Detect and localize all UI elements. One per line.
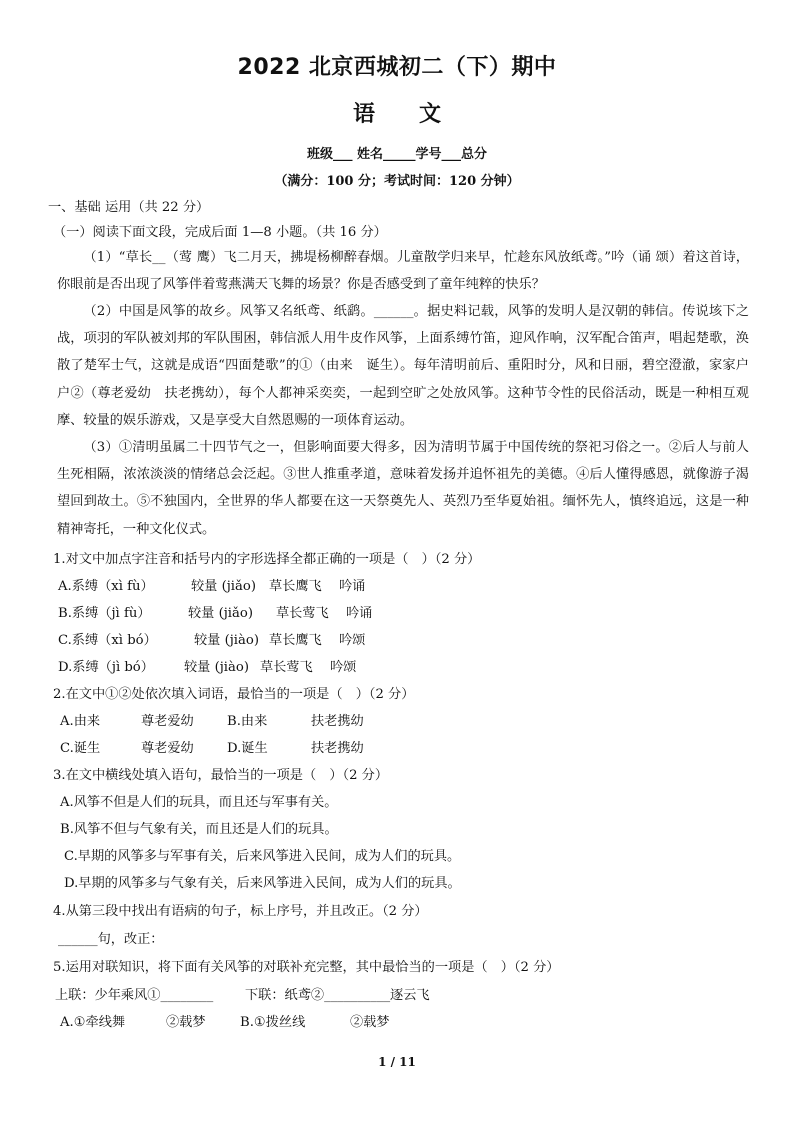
option-pinyin: 较量 (jiào) [184,660,249,675]
page-number: 1 / 11 [378,1055,416,1069]
question-5-option-a-text: ②载梦 [166,1015,206,1030]
question-2-option-d[interactable]: D.诞生 [227,741,268,756]
question-2-option-b[interactable]: B.由来 [227,714,268,729]
option-term: C.系缚（xì bó） [58,633,157,648]
option-idiom: 草长莺飞 [260,660,313,675]
question-5-option-b[interactable]: B.①拨丝线 [240,1015,306,1030]
passage-paragraph-2: （2）中国是风筝的故乡。风筝又名纸鸢、纸鹞。______。据史料记载，风筝的发明人是汉朝的韩信。传说垓下之战，项羽的军队被刘邦的军队围困，韩信派人用牛皮作风筝，上面系缚竹笛，迎风作响，汉军配合笛声，唱起楚歌，涣散了楚军士气，这就是成语“四面楚歌”的①（由来 诞生）。每年清明前后、重阳时分，风和日丽，碧空澄澈，家家户户②（尊老爱幼 扶老携幼），每个人都神采奕奕，一起到空旷之处放风筝。这种节令性的民俗活动，既是一种相互观摩、较量的娱乐游戏，又是享受大自然恩赐的一项体育运动。 [57,304,749,428]
exam-info-line: （满分：100 分；考试时间：120 分钟） [274,174,520,189]
question-3-option-a[interactable]: A.风筝不但是人们的玩具，而且还与军事有关。 [60,795,338,810]
question-1-stem: 1.对文中加点字注音和括号内的字形选择全都正确的一项是（ ）（2 分） [53,552,481,567]
question-2-option-a-text: 尊老爱幼 [141,714,194,729]
couplet-lower-line[interactable]: 下联：纸鸢②__________逐云飞 [245,988,430,1003]
question-2-option-d-text: 扶老携幼 [311,741,364,756]
option-pinyin: 较量 (jiǎo) [191,579,256,594]
reading-instructions: （一）阅读下面文段，完成后面 1—8 小题。（共 16 分） [53,225,387,240]
question-4-stem: 4.从第三段中找出有语病的句子，标上序号，并且改正。（2 分） [53,904,428,919]
option-word: 吟颂 [330,660,357,675]
question-5-stem: 5.运用对联知识，将下面有关风筝的对联补充完整，其中最恰当的一项是（ ）（2 分） [53,960,560,975]
question-5-option-b-text: ②载梦 [350,1015,390,1030]
question-2-option-c[interactable]: C.诞生 [60,741,101,756]
question-3-option-d[interactable]: D.早期的风筝多与气象有关，后来风筝进入民间，成为人们的玩具。 [64,876,461,891]
question-2-option-b-text: 扶老携幼 [311,714,364,729]
question-4-answer-line[interactable]: ______句，改正： [58,932,164,947]
option-word: 吟颂 [339,633,366,648]
passage-paragraph-3: （3）①清明虽属二十四节气之一，但影响面要大得多，因为清明节属于中国传统的祭祀习俗之一。②后人与前人生死相隔，浓浓淡淡的情绪总会泛起。③世人推重孝道，意味着发扬并追怀祖先的美德。④后人懂得感恩，就像游子渴望回到故土。⑤不独国内，全世界的华人都要在这一天祭奠先人、英烈乃至华夏始祖。缅怀先人，慎终追远，这是一种精神寄托，一种文化仪式。 [57,440,749,537]
question-2-option-c-text: 尊老爱幼 [141,741,194,756]
exam-title: 2022 北京西城初二（下）期中 [237,55,557,80]
option-idiom: 草长鹰飞 [269,633,322,648]
student-info-line: 班级___ 姓名_____学号___总分 [306,147,488,162]
option-term: D.系缚（jì bó） [58,660,154,675]
option-term: B.系缚（jì fù） [58,606,151,621]
subject-title: 语 文 [352,102,441,127]
option-pinyin: 较量 (jiào) [194,633,259,648]
question-3-option-b[interactable]: B.风筝不但与气象有关，而且还是人们的玩具。 [60,822,338,837]
option-pinyin: 较量 (jiǎo) [188,606,253,621]
option-idiom: 草长鹰飞 [269,579,322,594]
question-2-stem: 2.在文中①②处依次填入词语，最恰当的一项是（ ）（2 分） [53,687,415,702]
couplet-upper-line[interactable]: 上联：少年乘风①________ [55,988,214,1003]
option-term: A.系缚（xì fù） [58,579,154,594]
section-heading: 一、基础 运用（共 22 分） [48,200,210,215]
passage-paragraph-1: （1）“草长__（莺 鹰）飞二月天，拂堤杨柳醉春烟。儿童散学归来早，忙趁东风放纸鸢。”吟（诵 颂）着这首诗，你眼前是否出现了风筝伴着莺燕满天飞舞的场景？你是否感受到了童年纯粹的快乐？ [57,250,749,293]
question-3-stem: 3.在文中横线处填入语句，最恰当的一项是（ ）（2 分） [53,768,389,783]
option-word: 吟诵 [346,606,373,621]
question-3-option-c[interactable]: C.早期的风筝多与军事有关，后来风筝进入民间，成为人们的玩具。 [64,849,461,864]
question-5-option-a[interactable]: A.①牵线舞 [60,1015,126,1030]
option-idiom: 草长莺飞 [276,606,329,621]
option-word: 吟诵 [339,579,366,594]
question-2-option-a[interactable]: A.由来 [60,714,101,729]
